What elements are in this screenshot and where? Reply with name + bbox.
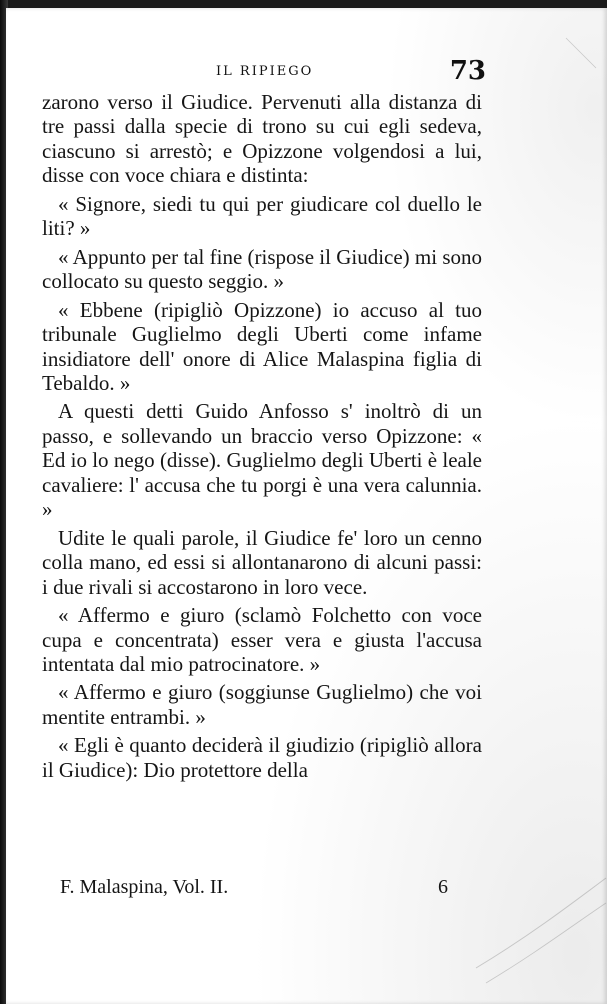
paragraph: « Egli è quanto deciderà il giudizio (ripigliò allora il Giudice): Dio protettore della: [42, 733, 482, 782]
sheet-mark: 6: [438, 876, 448, 898]
paragraph: A questi detti Guido Anfosso s' inoltrò di un passo, e sollevando un braccio verso Opizzone: « Ed io lo nego (disse). Guglielmo degli Uberti è leale cavaliere: l' accusa che tu porgi è una vera calunnia. »: [42, 399, 482, 522]
paragraph: « Signore, siedi tu qui per giudicare col duello le liti? »: [42, 191, 482, 241]
page-number: 73: [449, 56, 486, 86]
paragraph: « Appunto per tal fine (rispose il Giudice) mi sono collocato su questo seggio. »: [42, 244, 483, 294]
body-text: [42, 90, 482, 782]
page-header: [36, 56, 486, 92]
paragraph: « Ebbene (ripigliò Opizzone) io accuso al tuo tribunale Guglielmo degli Uberti come infame insidiatore dell' onore di Alice Malaspina figlia di Tebaldo. »: [42, 297, 482, 395]
paragraph: Udite le quali parole, il Giudice fe' loro un cenno colla mano, ed essi si allontanarono di alcuni passi: i due rivali si accostarono in loro vece.: [42, 525, 482, 599]
page-footer: [60, 872, 460, 902]
printer-signature: F. Malaspina, Vol. II.: [60, 876, 229, 898]
paragraph: zarono verso il Giudice. Pervenuti alla distanza di tre passi dalla specie di trono su cui egli sedeva, ciascuno si arrestò; e Opizzone volgendosi a lui, disse con voce chiara e distinta:: [42, 90, 482, 188]
paragraph: « Affermo e giuro (soggiunse Guglielmo) che voi mentite entrambi. »: [42, 680, 482, 729]
paragraph: « Affermo e giuro (sclamò Folchetto con voce cupa e concentrata) esser vera e giusta l'accusa intentata dal mio patrocinatore. »: [42, 603, 482, 676]
running-title: IL RIPIEGO: [216, 64, 314, 79]
